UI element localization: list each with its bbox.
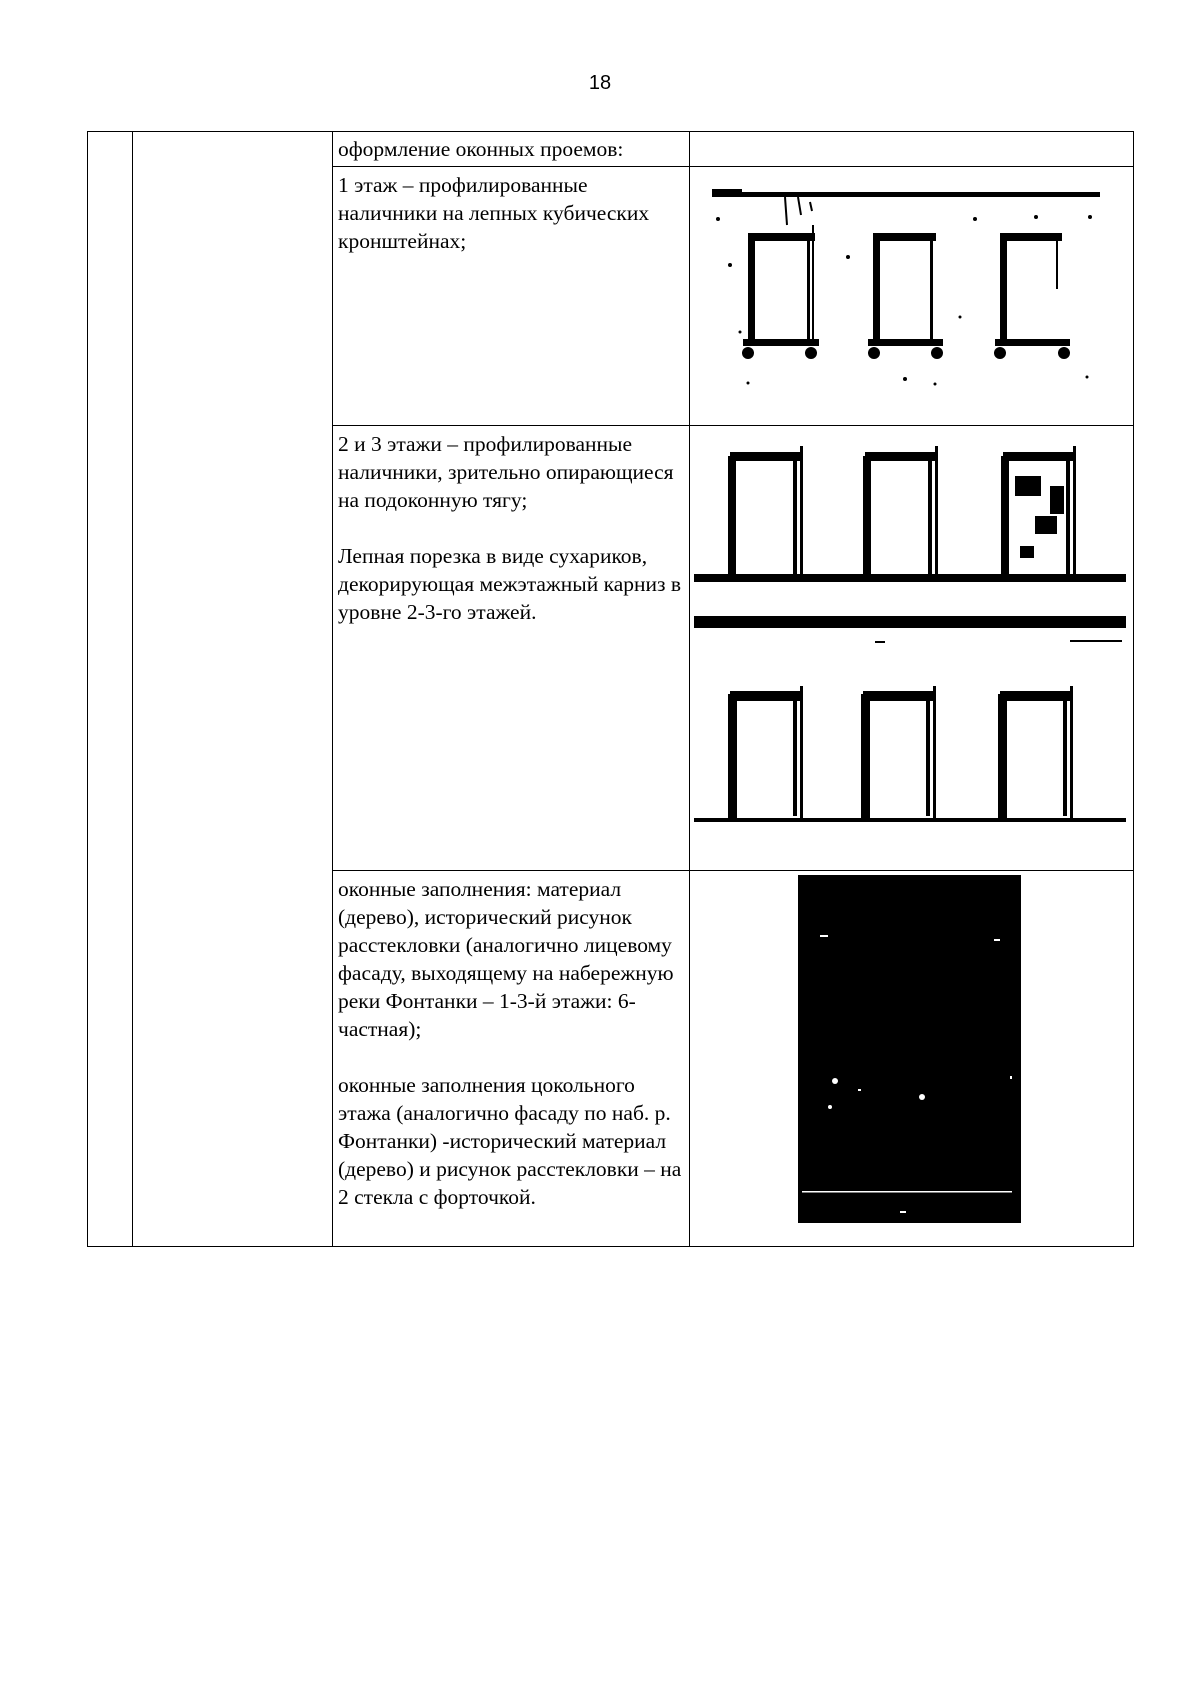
description-cell <box>333 871 690 1247</box>
illustration-cell <box>690 871 1134 1247</box>
window-filling-photo <box>690 871 1130 1244</box>
illustration-cell <box>690 426 1134 871</box>
ground-floor-window-surrounds-drawing <box>690 167 1130 423</box>
illustration-cell <box>690 167 1134 426</box>
page-number: 18 <box>588 72 612 94</box>
illustration-cell <box>690 132 1134 167</box>
number-cell <box>88 132 133 1247</box>
description-text: оконные заполнения: материал (дерево), исторический рисунок расстекловки (аналогично лицевому фасаду, выходящему на набережную реки Фонтанки – 1-3-й этажи: 6-частная); <box>338 877 674 1041</box>
description-cell <box>333 426 690 871</box>
description-text: 2 и 3 этажи – профилированные наличники, зрительно опирающиеся на подоконную тягу; <box>338 432 674 512</box>
table-row <box>88 132 1134 167</box>
description-text: оконные заполнения цокольного этажа (аналогично фасаду по наб. р. Фонтанки) -исторический материал (дерево) и рисунок расстекловки – на 2 стекла с форточкой. <box>338 1073 682 1209</box>
row-heading: оформление оконных проемов: <box>338 137 624 161</box>
document-table <box>87 131 1134 1247</box>
upper-floors-window-surrounds-drawing <box>690 426 1130 868</box>
description-text: Лепная порезка в виде сухариков, декорирующая межэтажный карниз в уровне 2-3-го этажей. <box>338 544 682 624</box>
description-cell <box>333 132 690 167</box>
description-text: 1 этаж – профилированные наличники на лепных кубических кронштейнах; <box>338 173 650 253</box>
description-cell <box>333 167 690 426</box>
element-cell <box>133 132 333 1247</box>
